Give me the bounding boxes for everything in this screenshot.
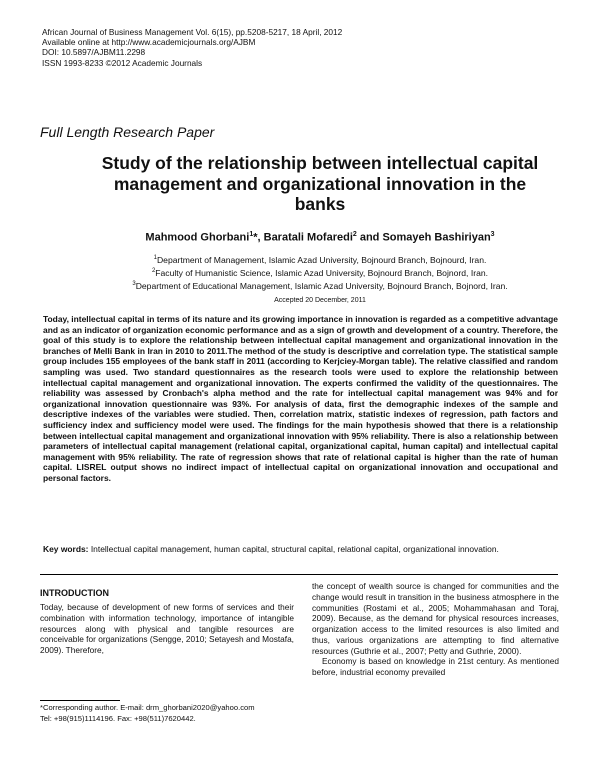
intro-column-right: [312, 581, 559, 678]
author-name: Baratali Mofaredi: [263, 231, 353, 244]
section-divider: [40, 574, 558, 575]
journal-issn: ISSN 1993-8233 ©2012 Academic Journals: [42, 57, 203, 68]
author-name: Mahmood Ghorbani: [145, 231, 250, 244]
affiliation-mark: 1: [153, 255, 157, 261]
author-affiliation-mark: 3: [490, 231, 495, 238]
introduction-heading: INTRODUCTION: [40, 588, 109, 598]
paper-type: Full Length Research Paper: [40, 124, 215, 140]
affiliation-line: [0, 253, 600, 266]
affiliation-text: Department of Management, Islamic Azad University, Bojnourd Branch, Bojnourd, Iran.: [156, 254, 487, 265]
journal-citation: African Journal of Business Management Vol. 6(15), pp.5208-5217, 18 April, 2012: [42, 27, 343, 37]
affiliation-text: Department of Educational Management, Islamic Azad University, Bojnourd Branch, Bojnord, Iran.: [135, 280, 508, 291]
keywords-label: Key words:: [43, 544, 89, 554]
author-separator: and: [356, 231, 383, 244]
corresponding-author-phone: Tel: +98(915)1114196. Fax: +98(511)7620442.: [40, 713, 196, 723]
author-name: Somayeh Bashiriyan: [382, 231, 491, 244]
journal-url: Available online at http://www.academicjournals.org/AJBM: [42, 37, 256, 48]
title-line-1: Study of the relationship between intellectual capital: [101, 153, 539, 173]
paper-title: [40, 153, 600, 215]
affiliation-text: Faculty of Humanistic Science, Islamic Azad University, Bojnourd Branch, Bojnord, Iran.: [155, 267, 489, 278]
journal-doi: DOI: 10.5897/AJBM11.2298: [42, 47, 146, 58]
intro-paragraph: Economy is based on knowledge in 21st century. As mentioned before, industrial economy prevailed: [312, 656, 559, 677]
author-list: [0, 231, 600, 244]
intro-paragraph-left: Today, because of development of new forms of services and their combination with information technology, importance of intangible resources along with physical and tangible resources are conceivable for organizations (Sengge, 2010; Setayesh and Mostafa, 2009). Therefore,: [40, 602, 294, 655]
corresponding-mark: *,: [253, 231, 264, 244]
corresponding-author-email: *Corresponding author. E-mail: drm_ghorbani2020@yahoo.com: [40, 703, 255, 712]
title-line-2: management and organizational innovation in the: [113, 173, 527, 194]
author-affiliation-mark: 1: [249, 231, 254, 238]
footnote: [40, 703, 255, 724]
abstract: Today, intellectual capital in terms of its nature and its growing importance in innovation is regarded as a competitive advantage and as an indicator of organization economic performance and as a sign of growth and development of a country. Therefore, the goal of this study is to explore the relationship between intellectual capital management and organizational innovation in the branches of Melli Bank in Iran in 2010 to 2011.The method of the study is descriptive and correlation type. The statistical sample group includes 155 employees of the bank staff in 2011 (according to Kerjciey-Morgan table). The relative classified and random sampling was used. Two standard questionnaires as the research tools were used to explore the relationship between intellectual capital management and organizational innovation. The experts confirmed the validity of the questionnaires. The reliability was assessed by Cronbach's alpha method and the rate for intellectual capital management was 94% and for organizational innovation questionnaire was 93%. For analysis of data, first the demographic indexes of the sample and descriptive indexes of the variables were studied. Then, correlation matrix, statistic indexes of regression, path factors and sufficiency index and sufficiency model were used. The findings for the main hypothesis showed that there is a relationship between intellectual capital management and organizational innovation with 95% reliability. There is also a relationship between parameters of intellectual capital management (relational capital, organizational capital, human capital) and intellectual capital management with 95% reliability. The rate of regression shows that rate of relational capital is higher than the rate of human capital. LISREL output shows no indirect impact of intellectual capital on organizational innovation and occupational and personal factors.: [43, 314, 558, 483]
footnote-divider: [40, 700, 120, 701]
intro-paragraph: the concept of wealth source is changed for communities and the change would result in transition in the business atmosphere in the communities (Rostami et al., 2005; Mohammahasan and Toraj, 2009). Because, as the demand for physical resources increases, organization access to the limited resources is also limited and thus, various organizations are attempting to find alternative resources (Guthrie et al., 2007; Petty and Guthrie, 2000).: [312, 581, 559, 656]
accepted-date: Accepted 20 December, 2011: [274, 297, 366, 304]
affiliations: [0, 253, 600, 292]
title-line-3: banks: [294, 194, 346, 214]
keywords-text: Intellectual capital management, human capital, structural capital, relational capital, organizational innovation.: [88, 544, 499, 554]
keywords: [43, 544, 558, 555]
affiliation-line: [0, 279, 600, 292]
affiliation-mark: 3: [132, 281, 136, 288]
author-affiliation-mark: 2: [352, 231, 357, 238]
journal-info: [42, 27, 342, 68]
affiliation-line: [0, 266, 600, 279]
affiliation-mark: 2: [151, 268, 156, 275]
